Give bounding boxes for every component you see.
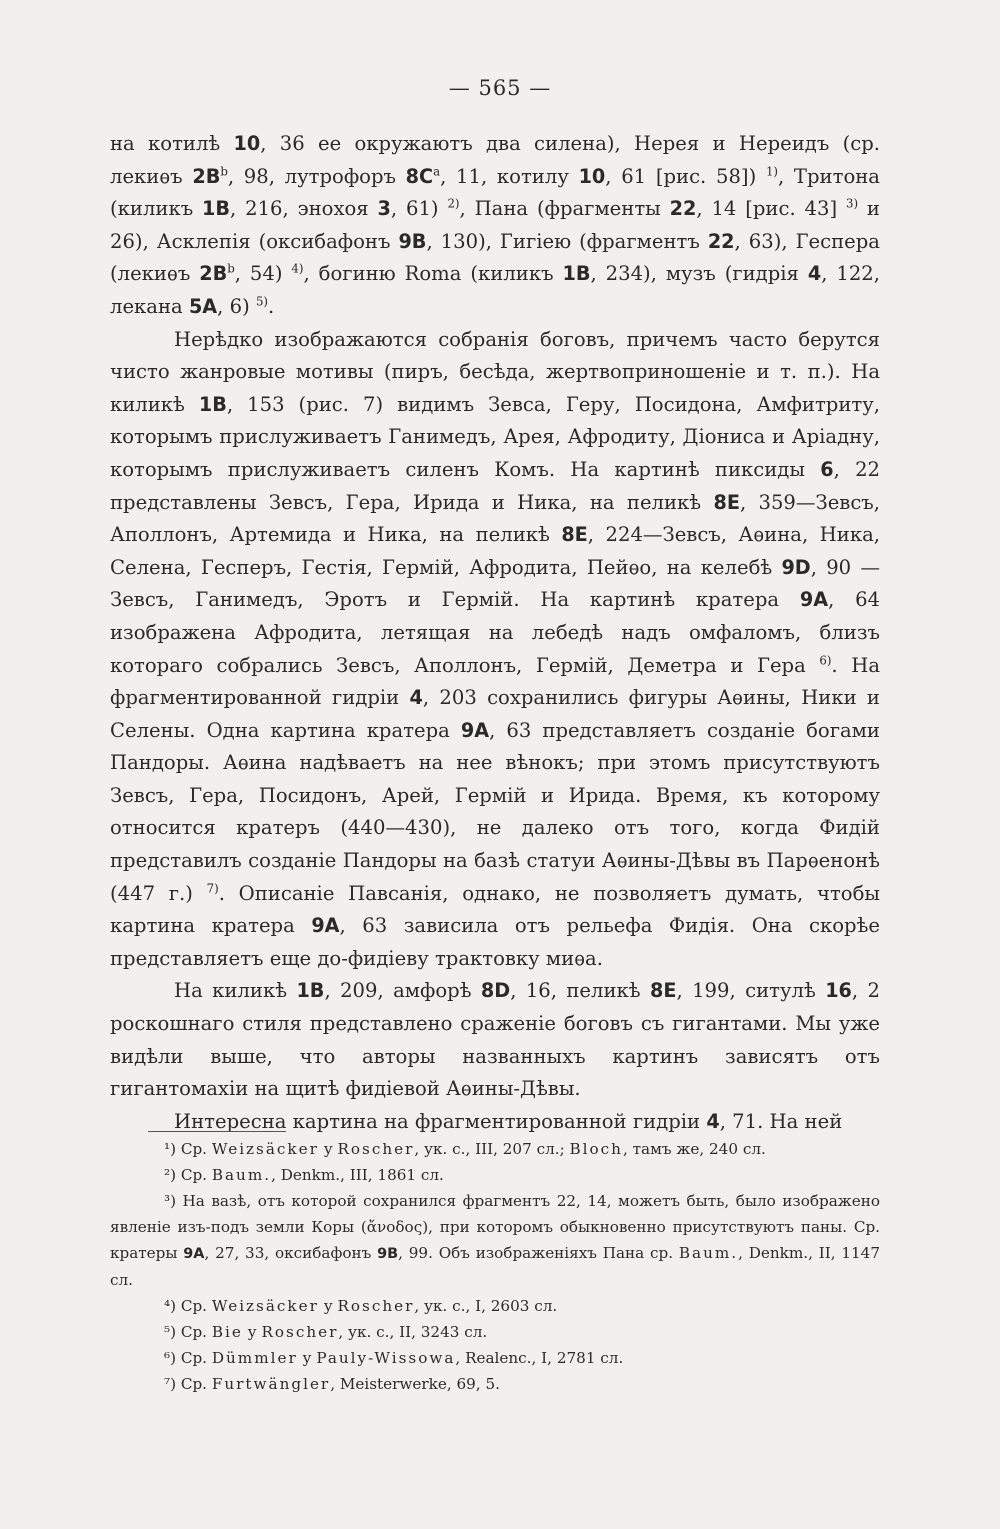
footnotes	[110, 1136, 880, 1397]
text-run: , 64 изображена Афродита, летящая на лебедѣ надъ омфаломъ, близъ котораго собрались Зевсъ, Аполлонъ, Гермій, Деметра и Гера	[110, 588, 881, 677]
footnote-marker: 2)	[447, 196, 460, 211]
footnote-marker: 5)	[255, 294, 269, 309]
text-run: ²) Ср.	[164, 1166, 212, 1184]
text-run: у	[318, 1140, 338, 1158]
object-number: 8C	[405, 164, 434, 188]
footnote-marker: 3)	[846, 196, 859, 211]
paragraph	[110, 1106, 880, 1139]
text-run: , Тритона (киликъ	[110, 164, 880, 221]
text-run: , Meisterwerke, 69, 5.	[330, 1375, 500, 1393]
object-number: 4	[409, 686, 423, 710]
paragraph	[110, 975, 880, 1105]
text-run: , ук. с., III, 207 сл.;	[414, 1140, 570, 1158]
text-run: Интересна картина на фрагментированной гидріи	[174, 1109, 707, 1133]
object-number: 8D	[480, 979, 511, 1003]
text-run: ³) На вазѣ, отъ которой сохранился фрагментъ 22, 14, можетъ быть, было изображено явленіе изъ-подъ земли Коры (ἄνοδος), при которомъ обыкновенно присутствуютъ паны. Ср. кратеры	[110, 1192, 880, 1262]
object-number: 1B	[296, 979, 325, 1003]
text-run: . На фрагментированной гидріи	[110, 653, 880, 710]
object-number: 4	[807, 262, 822, 286]
text-run: , 6)	[217, 294, 256, 318]
text-run: , 22 представлены Зевсъ, Гера, Ирида и Ника, на пеликѣ	[110, 457, 880, 514]
object-number: 3	[377, 197, 391, 221]
text-run: , 63), Геспера (лекиѳъ	[110, 229, 880, 286]
footnote-marker: 1)	[765, 164, 778, 179]
text-run: Нерѣдко изображаются собранія боговъ, причемъ часто берутся чисто жанровые мотивы (пиръ, бесѣда, жертвоприношеніе и т. п.). На киликѣ	[110, 327, 880, 416]
text-run: , 14 [рис. 43]	[696, 197, 846, 221]
object-number: 1B	[198, 392, 227, 416]
text-run: , 63 представляетъ созданіе богами Пандоры. Аѳина надѣваетъ на нее вѣнокъ; при этомъ присутствуютъ Зевсъ, Гера, Посидонъ, Арей, Гермій и Ирида. Время, къ которому относится кратеръ (440—430), не далеко отъ того, когда Фидій представилъ созданіе Пандоры на базѣ статуи Аѳины-Дѣвы въ Парѳенонѣ (447 г.)	[110, 718, 880, 905]
footnote-divider	[148, 1131, 286, 1132]
text-run: , богиню Roma (киликъ	[303, 262, 563, 286]
object-number: 2B	[192, 164, 221, 188]
text-run: . Описаніе Павсанія, однако, не позволяетъ думать, чтобы картина кратера	[110, 881, 880, 938]
text-run: ¹) Ср.	[164, 1140, 212, 1158]
author-name: Roscher	[337, 1140, 415, 1158]
text-run: , 90 —Зевсъ, Ганимедъ, Эротъ и Гермій. На картинѣ кратера	[110, 555, 881, 612]
footnote	[110, 1319, 880, 1345]
author-name: Pauly-Wissowa	[316, 1349, 456, 1367]
text-run: , ук. с., II, 3243 сл.	[338, 1323, 488, 1341]
footnote-marker: 4)	[291, 261, 304, 276]
author-name: Weizsäcker	[211, 1297, 319, 1315]
text-run: , 61)	[390, 197, 448, 221]
object-number: 10	[578, 164, 606, 188]
object-number: 1B	[202, 197, 231, 221]
text-run: , ук. с., I, 2603 сл.	[414, 1297, 558, 1315]
text-run: , 71. На ней	[719, 1109, 843, 1133]
object-number: 22	[669, 197, 697, 221]
author-name: Baum.	[211, 1166, 272, 1184]
text-run: , Denkm., II, 1147 сл.	[110, 1244, 880, 1289]
text-run: , 234), музъ (гидрія	[590, 262, 808, 286]
text-run: , 153 (рис. 7) видимъ Зевса, Геру, Посидона, Амфитриту, которымъ прислуживаетъ Ганимедъ, Арея, Афродиту, Діониса и Аріадну, которымъ прислуживаетъ силенъ Комъ. На картинѣ пиксиды	[110, 392, 881, 481]
object-number: 9A	[183, 1246, 205, 1262]
author-name: Bloch	[569, 1140, 623, 1158]
author-name: Weizsäcker	[211, 1140, 319, 1158]
text-run: у	[297, 1349, 317, 1367]
page-number: — 565 —	[448, 76, 552, 100]
text-run: , 122, лекана	[110, 262, 880, 318]
object-number: 1B	[562, 262, 591, 286]
author-name: Baum.	[678, 1244, 739, 1262]
footnote	[110, 1188, 880, 1293]
object-number: 5A	[188, 294, 218, 318]
text-run: , 11, котилу	[440, 164, 579, 188]
text-run: ⁵) Ср.	[164, 1323, 212, 1341]
text-run: , Denkm., III, 1861 сл.	[271, 1166, 444, 1184]
text-run: , 2 роскошнаго стиля представлено сраженіе боговъ съ гигантами. Мы уже видѣли выше, что авторы названныхъ картинъ зависятъ отъ гигантомахіи на щитѣ фидіевой Аѳины-Дѣвы.	[110, 979, 880, 1101]
object-number: 9B	[377, 1246, 399, 1262]
author-name: Roscher	[337, 1297, 415, 1315]
text-run: ⁴) Ср.	[164, 1297, 212, 1315]
object-number: 6	[820, 457, 834, 481]
text-run: , 209, амфорѣ	[324, 979, 481, 1003]
text-run: , 203 сохранились фигуры Аѳины, Ники и Селены. Одна картина кратера	[110, 686, 880, 742]
text-run: на котилѣ	[110, 132, 234, 155]
object-number: 10	[233, 132, 261, 155]
text-run: , 98, лутрофоръ	[227, 164, 406, 188]
text-run: , 99. Объ изображеніяхъ Пана ср.	[398, 1244, 679, 1262]
paragraph	[110, 324, 880, 976]
footnote	[110, 1345, 880, 1371]
text-run: у	[242, 1323, 262, 1341]
text-run: , 27, 33, оксибафонъ	[204, 1244, 378, 1262]
text-run: , Пана (фрагменты	[459, 197, 670, 221]
object-number: 16	[825, 979, 852, 1003]
object-number: 2B	[199, 262, 228, 286]
footnote-marker: b	[220, 164, 228, 179]
object-number: 9D	[781, 555, 811, 579]
object-number: 8E	[713, 490, 740, 514]
text-run: , 16, пеликѣ	[510, 979, 650, 1003]
text-run: , 36 ее окружаютъ два силена), Нерея и Нереидъ (ср. лекиѳъ	[110, 132, 880, 188]
object-number: 9A	[460, 718, 490, 742]
footnote-marker: 7)	[206, 881, 219, 896]
footnote-marker: a	[433, 164, 441, 179]
text-run: На киликѣ	[174, 979, 297, 1003]
author-name: Roscher	[261, 1323, 339, 1341]
footnote	[110, 1293, 880, 1319]
paragraph	[110, 128, 880, 324]
object-number: 9B	[398, 229, 427, 253]
text-run: , 130), Гигіею (фрагментъ	[426, 229, 708, 253]
text-run: , 216, энохоя	[230, 197, 378, 221]
footnote	[110, 1371, 880, 1397]
body-text	[110, 128, 880, 1138]
text-run: ⁶) Ср.	[164, 1349, 212, 1367]
author-name: Dümmler	[211, 1349, 298, 1367]
author-name: Furtwängler	[211, 1375, 331, 1393]
object-number: 8E	[561, 523, 588, 547]
text-run: и 26), Асклепія (оксибафонъ	[110, 197, 880, 253]
object-number: 4	[706, 1109, 720, 1133]
object-number: 8E	[650, 979, 677, 1003]
text-run: , 63 зависила отъ рельефа Фидія. Она скорѣе представляетъ еще до-фидіеву трактовку миѳа.	[110, 914, 880, 970]
text-run: , 54)	[234, 262, 292, 286]
text-run: , 359—Зевсъ, Аполлонъ, Артемида и Ника, на пеликѣ	[110, 490, 880, 547]
footnote-marker: 6)	[819, 652, 832, 667]
object-number: 22	[707, 229, 735, 253]
footnote	[110, 1136, 880, 1162]
footnote	[110, 1162, 880, 1188]
footnote-marker: b	[227, 261, 235, 276]
text-run: , Realenc., I, 2781 сл.	[455, 1349, 624, 1367]
text-run: .	[268, 294, 275, 318]
object-number: 9A	[311, 914, 340, 938]
text-run: , тамъ же, 240 сл.	[622, 1140, 766, 1158]
object-number: 9A	[799, 588, 829, 612]
text-run: , 199, ситулѣ	[676, 979, 826, 1003]
text-run: , 61 [рис. 58])	[605, 164, 766, 188]
author-name: Bie	[211, 1323, 243, 1341]
text-run: ⁷) Ср.	[164, 1375, 212, 1393]
text-run: , 224—Зевсъ, Аѳина, Ника, Селена, Гесперъ, Гестія, Гермій, Афродита, Пейѳо, на келебѣ	[110, 523, 880, 579]
text-run: у	[318, 1297, 338, 1315]
